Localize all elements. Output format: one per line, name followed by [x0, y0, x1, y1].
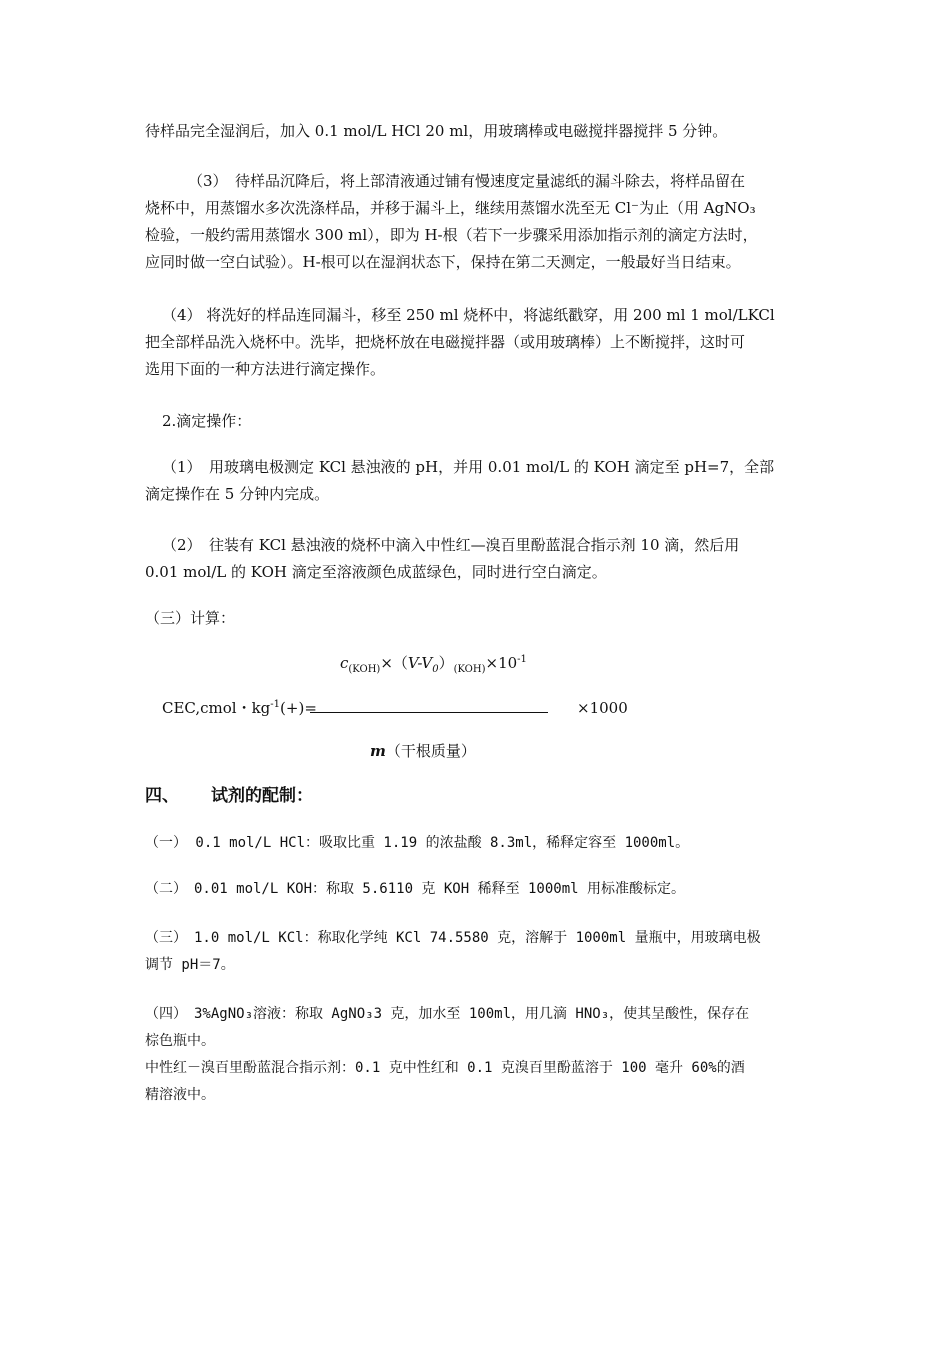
- text-line: （2） 往装有 KCl 悬浊液的烧杯中滴入中性红—溴百里酚蓝混合指示剂 10 滴，然后用: [162, 536, 740, 554]
- text-line: 调节 pH＝7。: [145, 957, 235, 973]
- text-line: 应同时做一空白试验）。H-根可以在湿润状态下，保持在第二天测定，一般最好当日结束。: [145, 253, 741, 271]
- text-line: （三）计算：: [145, 609, 236, 627]
- fraction-bar: [310, 712, 548, 713]
- section-title: 试剂的配制：: [211, 786, 313, 806]
- cec-sup: -1: [270, 699, 281, 710]
- text-line: 检验，一般约需用蒸馏水 300 ml），即为 H-根（若下一步骤采用添加指示剂的滴定方法时，: [145, 226, 758, 244]
- section-number: 四、: [145, 786, 179, 806]
- denom-text: （干根质量）: [385, 742, 476, 760]
- reagent-4: [145, 1001, 813, 1109]
- text-line: （四） 3%AgNO₃溶液：称取 AgNO₃3 克，加水至 100ml，用几滴 HNO₃，使其呈酸性，保存在: [145, 1006, 750, 1022]
- reagent-3: [145, 925, 813, 979]
- formula-c-sub: (KOH): [348, 664, 381, 675]
- formula-c: c: [340, 654, 349, 672]
- text-line: 棕色瓶中。: [145, 1033, 215, 1049]
- formula-denominator: [370, 741, 476, 761]
- text-line: 滴定操作在 5 分钟内完成。: [145, 485, 330, 503]
- text-line: （三） 1.0 mol/L KCl：称取化学纯 KCl 74.5580 克，溶解于 1000ml 量瓶中，用玻璃电极: [145, 930, 761, 946]
- paragraph-step3: [145, 168, 813, 276]
- reagent-2: [145, 876, 813, 903]
- formula-numerator: [340, 653, 527, 673]
- section-heading-reagents: [145, 784, 313, 808]
- formula-exponent: -1: [517, 654, 527, 665]
- formula-close: ）: [438, 654, 454, 672]
- text-line: 精溶液中。: [145, 1087, 215, 1103]
- subheading-calculation: [145, 605, 813, 632]
- formula-v0-sub: 0: [432, 664, 439, 675]
- text-line: 选用下面的一种方法进行滴定操作。: [145, 360, 386, 378]
- paragraph-p1: [145, 118, 813, 145]
- cec-text: CEC,cmol・kg: [162, 699, 271, 717]
- formula-times-1000: ×1000: [577, 699, 628, 717]
- formula-times-ten: ×10: [485, 654, 518, 672]
- text-line: （二） 0.01 mol/L KOH：称取 5.6110 克 KOH 稀释至 1000ml 用标准酸标定。: [145, 881, 686, 897]
- text-line: 0.01 mol/L 的 KOH 滴定至溶液颜色成蓝绿色，同时进行空白滴定。: [145, 563, 607, 581]
- text-line: （一） 0.1 mol/L HCl：吸取比重 1.19 的浓盐酸 8.3ml，稀释定容至 1000ml。: [145, 835, 690, 851]
- paragraph-titration-2: [145, 532, 813, 586]
- text-line: （4） 将洗好的样品连同漏斗，移至 250 ml 烧杯中，将滤纸戳穿，用 200 ml 1 mol/LKCl: [162, 306, 775, 324]
- subheading-titration: [145, 408, 813, 435]
- text-line: 中性红－溴百里酚蓝混合指示剂：0.1 克中性红和 0.1 克溴百里酚蓝溶于 100 毫升 60%的酒: [145, 1060, 745, 1076]
- text-line: 待样品完全湿润后，加入 0.1 mol/L HCl 20 ml，用玻璃棒或电磁搅拌器搅拌 5 分钟。: [145, 122, 728, 140]
- denom-m: m: [370, 742, 386, 760]
- formula-times-open: ×（: [380, 654, 408, 672]
- reagent-1: [145, 830, 813, 857]
- formula-v-expr: V-V: [407, 654, 433, 672]
- formula-cec-label: [162, 698, 317, 718]
- text-line: （3） 待样品沉降后，将上部清液通过铺有慢速度定量滤纸的漏斗除去，将样品留在: [188, 172, 746, 190]
- text-line: 烧杯中，用蒸馏水多次洗涤样品，并移于漏斗上，继续用蒸馏水洗至无 Cl⁻为止（用 AgNO₃: [145, 199, 756, 217]
- text-line: 把全部样品洗入烧杯中。洗毕，把烧杯放在电磁搅拌器（或用玻璃棒）上不断搅拌，这时可: [145, 333, 746, 351]
- paragraph-titration-1: [145, 454, 813, 508]
- text-line: 2.滴定操作：: [162, 412, 252, 430]
- formula-v-sub: (KOH): [453, 664, 486, 675]
- paragraph-step4: [145, 302, 813, 383]
- text-line: （1） 用玻璃电极测定 KCl 悬浊液的 pH，并用 0.01 mol/L 的 KOH 滴定至 pH=7，全部: [162, 458, 775, 476]
- cec-tail: (+)=: [280, 699, 317, 717]
